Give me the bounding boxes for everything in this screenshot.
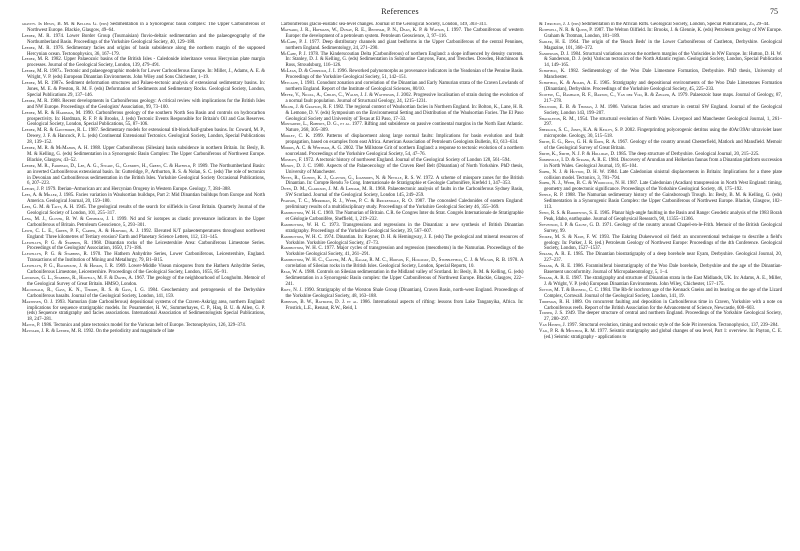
reference-text: Fingerprinting polyorogenic detritus using the 40Ar/39Ar ultraviolet laser microprobe. Geology, 30, 515–518. (544, 128, 782, 140)
reference-entry (539, 181, 782, 193)
reference-entry (539, 116, 782, 129)
reference-text: The deep structure of Derbyshire. Geological Journal, 20, 215–225. (628, 151, 760, 157)
reference-text: On concurrent faulting and deposition in Carboniferous time in Craven, Yorkshire with a note on Carboniferous reefs. Report of the British Association for the Advancement of Science, Newcastle, 600–603. (544, 299, 782, 311)
reference-text: The regional context of Waulsortian facies in Northern England. In: Bolton, K., Lane, H. R. & Lemone, D. V. (eds) Symposium on the Environmental Setting and Distribution of the Waulsortian Facies. The El Paso Geological Society and University of Texas at El Paso, 17–33. (285, 104, 524, 122)
reference-authors: Smith, E. G., Rhys, G. H. & Eden, R. A. 1967. (539, 140, 630, 146)
reference-authors: Maynard, J. R., Hofmann, W., Dunay, R. E., Bentham, P. N., Dean, K. P. & Watson, I. 1997. (280, 27, 464, 33)
reference-entry (539, 211, 782, 223)
reference-entry (280, 175, 524, 188)
reference-authors: McLean, D. & Chisholm, J. I. 1996. (280, 69, 350, 75)
reference-text: The Northumberland Basin: an inverted Carboniferous extensional basin. In: Gutteridge, P., Arthurton, R. S. & Nolan, S. C. (eds) The role of tectonics in Devonian and Carboniferous sedimentation in the British Isles. Yorkshire Geological Society Occasional Publications, 6, 207–223. (27, 163, 265, 187)
reference-text: Sedimentary models for extensional tilt-block/half-graben basins. In: Coward, M. P., Dewey, J. F. & Hancock, P. L. (eds) Continental Extensional Tectonics. Geological Society, London, Special Publications 28, 139–152. (27, 128, 265, 146)
reference-entry (280, 92, 524, 105)
reference-text: Lower Border Group (Tournaisian) fluvio-deltaic sedimentation and the palaeogeography of the Northumberland Basin. Proceedings of the Yorkshire Geological Society, 40, 129–180. (27, 33, 265, 45)
reference-text: Geology of the country around Chapel-en-le-Frith. Memoir of the British Geological Survey, 99. (544, 222, 782, 234)
page-number: 75 (770, 7, 778, 16)
reference-entry (22, 329, 265, 335)
reference-entry (539, 39, 782, 52)
reference-text: Geology of the country around Chesterfield, Matlock and Mansfield. Memoir of the Geological Survey of Great Britain. (544, 140, 782, 152)
reference-text: Variscan facies and structure in central SW England. Journal of the Geological Society, London 143, 199–207. (544, 104, 782, 116)
reference-text: Sediment deformation structures and Palaeo-tectonic analysis of extensional sedimentary basins. In: Jones, M. E. & Preston, R. M. F. (eds) Deformation of Sediments and Sedimentary Rocks. Geological Society, London, Special Publications 29, 137–146. (27, 81, 265, 98)
reference-entry (539, 311, 782, 323)
reference-authors: Leeder, M. R. 1982. (22, 57, 64, 63)
reference-authors: & Tiercelin, J. J. (eds) (539, 22, 582, 27)
reference-authors: Smith, K., Smith, N. J. P. & Holliday, D. 1985. (539, 151, 629, 157)
reference-text: The Welton Oilfield. In: Brooks, J. & Glennie, K. (eds) Petroleum geology of NW Europe. Graham & Trotman, London, 181–189. (544, 27, 782, 39)
reference-entry (22, 240, 265, 253)
reference-text: Reworked palynomorphs as provenance indicators in the Yeadonian of the Pennine Basin. Proceedings of the Yorkshire Geological Society, 51, 142–151. (285, 69, 524, 81)
reference-authors: Lefort, J. P. 1979. (22, 187, 58, 193)
reference-entry (539, 69, 782, 81)
reference-text: The Carboniferous of western Europe: the development of a petroleum system. Petroleum Geoscience, 3, 97–116. (285, 27, 524, 39)
reference-authors: Leeder, M. R., Fairhead, D., Lee, A. G., Stuart, G., Clemmey, H., Green, C. & Hatfield, P. 1989. (22, 163, 211, 169)
reference-entry (539, 51, 782, 70)
reference-authors: Leeder, M. R. & Gawthorpe, R. L. 1987. (22, 128, 101, 134)
reference-authors: Metcalfe, I. 1981. (280, 81, 317, 87)
reference-entry (280, 299, 524, 312)
reference-authors: Moseley, F. 1972. (280, 157, 316, 163)
reference-entry (280, 146, 524, 158)
reference-text: Tectonic and palaeogeographic models for Lower Carboniferous Europe. In: Miller, J., Adams, A. E. & Wright, V. P. (eds) European Dinantian Environments. John Wiley and Sons Chichester, 1–19. (27, 69, 265, 81)
reference-text: A correlation of Silesian rocks in the British Isles. Geological Society, London, Special Reports, 10. (285, 258, 524, 270)
reference-entry (22, 228, 265, 241)
reference-entry (539, 81, 782, 93)
reference-text: Late Caledonian sinistral displacements in Britain: Implications for a three plate collision model. Tectonics, 3, 781–794. (544, 169, 782, 181)
reference-text: Dinantian. In: Rayner, D. H. & Hemingway, J. E. (eds) The geological and mineral resources of Yorkshire. Yorkshire Geological Society, 47–73. (285, 234, 524, 246)
reference-authors: Robinson, B. W., Raymond, D. J. et al. 1986. (280, 299, 374, 305)
reference-column-left (22, 22, 265, 546)
reference-authors: Shackleton, R. M., 1954. (539, 116, 591, 122)
reference-text: Tectonics and plate tectonics model for the Variscan belt of Europe. Tectonophysics, 126, 329–374. (53, 323, 247, 329)
reference-text: Foraminiferal biostratigraphy of the Woo Dale borehole, Derbyshire and the age of the Dinantian-Basement unconformity. Journal of Micropalaeontology, 5, 1–4. (544, 264, 782, 276)
reference-authors: Tiddeman, R. H. 1889. (539, 299, 585, 305)
reference-entry (22, 57, 265, 69)
reference-authors: Leeder, M. R. 1974. (22, 33, 67, 39)
reference-authors: Lees, A. & Miller, J. 1985. (22, 193, 76, 199)
reference-text: The Eakring Dukeswood oil field: an unconventional technique to describe a field's geology. In: Parker, J. R. (ed.) Petroleum Geology of Northwest Europe: Proceedings of the 4th Conference. Geological Society, London, 1527–1537. (544, 234, 782, 252)
reference-authors: Macdonald, R., Gass, K. N., Thorpe, R. S. & Gass, I. G. 1984. (22, 287, 162, 293)
reference-entry (280, 234, 524, 247)
reference-entry (280, 39, 524, 52)
reference-text: Sedimentary facies and origins of basin subsidence along the northern margin of the supposed Hercynian ocean. Tectonophysics, 36, 167–179. (27, 45, 265, 57)
reference-text: Stratigraphy and depositional environments of the Woo Dale Limestones Formation (Dinantian), Derbyshire. Proceedings of the Yorkshire Geological Society, 45, 225–233. (544, 81, 782, 92)
reference-authors: Martinsen, O. J. 1993. (22, 299, 68, 305)
reference-authors: Strank, A. R. E. 1985. (539, 252, 587, 258)
reference-text: The concealed Caledonides of eastern England: preliminary results of a multidisciplinary study. Proceedings of the Yorkshire Geological Society 46, 355–369. (285, 199, 524, 211)
reference-text: Sedimentation in a Synorogenic basin complex: The Upper Carboniferous of Northwest Europe. Blackie, Glasgow, 49–64. (27, 22, 265, 33)
reference-authors: Pearson, T. C., Merriman, R. J., Webb, P. C. & Brickendale, R. O. 1987. (280, 199, 428, 205)
reference-entry (539, 157, 782, 170)
reference-text: Namurian (late Carboniferous) depositional systems of the Craven-Askrigg area, northern England: implications for sequence stratigraphic models. In: Posamentier, H. W., Summerhayes, C. P., Haq, B. U. & Allen, G. P. (eds) Sequence stratigraphy and facies associations. International Association of Sedimentologists Special Publications, 18, 247–281. (27, 299, 265, 323)
reference-entry (539, 252, 782, 264)
reference-authors: Ramsbottom, W. H. C. 1973. (280, 222, 343, 228)
reference-entry (539, 329, 782, 341)
references-body (22, 22, 782, 546)
reference-entry (539, 299, 782, 312)
reference-text: The Namurian of Britain. C.R. 6e Congres Inter du Strat. Congrès Internationale de Stratigraphie et Géologie Carbonifère, Sheffield, 1, 219–232. (285, 211, 524, 222)
reference-authors: Stein, R. S. & Barrientos, S. E. 1985. (539, 211, 612, 216)
reference-authors: Miller, J. & Grayson, R. F. 1982. (280, 104, 346, 110)
reference-authors: Strank, A. R. E. 1987. (539, 275, 584, 281)
reference-authors: Llewellyn, P. G., Backhouse, J. & Hoskin, I. R. 1969. (22, 264, 129, 270)
reference-text: Deep distributary channels and giant bedforms in the Upper Carboniferous of the central Pennines, northern England. Sedimentology, 24, 271–290. (285, 39, 524, 51)
reference-text: The Kinderscoutian Delta (Carboniferous) of northern England: a slope influenced by density currents. In: Stanley, D. J. & Kelling, G. (eds) Sedimentation in Submarine Canyons, Fans, and Trenches. Dowden, Hutchinson & Ross, Stroudsburg, 116–126. (285, 51, 524, 69)
reference-authors: Leeder, M. R. & McMahon, A. H. 1988. (22, 146, 103, 152)
reference-text: Recent developments in Carboniferous geology: A critical review with implications for the British Isles and NW Europe. Proceedings of the Geologists' Association, 99, 73–100. (27, 98, 265, 110)
reference-text: Structural evolution, timing and tectonic style of the Sole Pit inversion. Tectonophysics, 137, 239–284. (579, 323, 779, 329)
reference-text: The Hathern Anhydrite Series, Lower Carboniferous, Leicestershire, England. Transactions of the Institution of Mining and Metallurgy, 79, B1–B15. (27, 252, 265, 264)
reference-entry (539, 287, 782, 300)
reference-authors: Van Hinsen, J. 1997. (539, 323, 580, 329)
reference-text: Sedimentation in the African Rifts. Geological Society, London, Special Publications, 25, 29–44. (581, 22, 770, 27)
reference-authors: Mundy, D. J. C. 1980. (280, 163, 327, 169)
reference-text: Upper Palaeozoic basins of the British Isles - Caledonide inheritance versus Hercynian plate margin processes. Journal of the Geological Society, London, 139, 479–491. (27, 57, 265, 69)
reference-text: On the periodicity and magnitude of late (95, 329, 175, 335)
reference-text: The Namurian sedimentary history of the Gainsborough Trough. In: Besly, B. M. & Kelling, G. (eds) Sedimentation in a Synorogenic Basin Complex: the Upper Carboniferous of Northwest Europe. Blackie, Glasgow, 102–113. (544, 193, 782, 211)
reference-text: The geology of the neighbourhood of Longholm. Memoir of the Geological Survey of Great Britain. HMSO, London. (27, 275, 265, 287)
reference-entry (280, 211, 524, 223)
reference-entry (22, 69, 265, 81)
reference-text: International aspects of rifting: lessons from Lake Tanganyika, Africa. In: Frostick, L.E., Renaut, R.W., Reid, I. (285, 299, 524, 311)
reference-authors: Mattis, P. 1986. (22, 323, 54, 329)
reference-text: Sedimentology of the Woo Dale Limestone Formation, Derbyshire. PhD thesis, University of Manchester. (544, 69, 782, 81)
reference-column-middle (281, 22, 524, 546)
reference-text: Upper Carboniferous (Silesian) basin subsidence in northern Britain. In: Besly, B. M. & Kelling, G. (eds) Sedimentation in a Synorogenic Basin Complex: The Upper Carboniferous of Northwest Europe. Blackie, Glasgow, 43–52. (27, 146, 265, 163)
reference-entry (22, 264, 265, 276)
reference-text: The Millstone Grit of northern England: a response to tectonic evolution of a northern sourceland. Proceedings of the Yorkshire Geological Society, 54, 47–76. (285, 146, 524, 157)
reference-authors: Read, W. A. 1988. (280, 270, 317, 276)
reference-entry (280, 199, 524, 211)
reference-authors: Strank, A. R. E. 1986. (539, 264, 586, 270)
reference-entry (22, 287, 265, 300)
reference-authors: Sellwood, E. B. & Thomas, J. M. 1986. (539, 104, 621, 110)
reference-authors: Leeder, M. R. 1987b. (22, 81, 66, 87)
reference-authors: gravıty. In Besly, B. M. & Kelling G. (eds) (22, 22, 111, 27)
reference-authors: Lewis, C. L. E., Green, P. F., Carter, A. & Hurford, A. J. 1992. (22, 228, 155, 234)
reference-text: The Dinantian biostratigraphy of a deep borehole near Eyam, Derbyshire. Geological Journal, 20, 227–237. (544, 252, 782, 264)
reference-entry (22, 299, 265, 324)
reference-entry (22, 252, 265, 264)
reference-text: Progressive localisation of strain during the evolution of a normal fault population. Journal of Structural Geology, 24, 1215–1231. (285, 92, 524, 104)
running-title: References (381, 7, 419, 16)
reference-authors: Maynard, J. R. & Leeder, M. R. 1992. (22, 329, 96, 335)
reference-entry (280, 81, 524, 93)
reference-authors: Leeder, M. R. & Hardman, M. 1990. (22, 110, 96, 116)
reference-authors: Riley, N. J. 1990. (280, 287, 317, 293)
reference-text: Late Caledonian (Acadian) transpression in North West England: timing, geometry and geotectonic significance. Proceedings of the Yorkshire Geological Society, 46, 175–192. (544, 181, 782, 193)
reference-entry (280, 270, 524, 288)
reference-authors: Steele, R. P. 1988. (539, 193, 578, 199)
reference-authors: McCabe, P. J. 1978. (280, 51, 321, 57)
reference-text: Iberian–Armorican arc and Hercynian Orogeny in Western Europe. Geology, 7, 384–388. (57, 187, 231, 193)
reference-authors: Turner, J. S. 1949. (539, 311, 578, 317)
reference-text: Geochemistry and petrogenesis of the Derbyshire Carboniferous basalts. Journal of the Geological Society, London, 141, 159. (27, 287, 265, 299)
reference-text: The deeper structure of central and northern England. Proceedings of the Yorkshire Geological Society, 27, 280–297. (544, 311, 782, 323)
reference-entry (539, 128, 782, 140)
reference-authors: Leeder, M. R. 1987a. (22, 69, 65, 75)
reference-text: Nd and Sr isotopes as clastic provenance indicators in the Upper Carboniferous of Britain. Petroleum Geoscience, 5, 293–301. (27, 216, 265, 228)
reference-authors: Llewellyn, P. G. & Stabbins, R. 1970. (22, 252, 105, 258)
reference-authors: Stoker, M. S. & Nash, F. W. 1993. (539, 234, 613, 240)
reference-entry (280, 187, 524, 199)
reference-text: Aspects of the Palaeoecology of the Craven Reef Belt (Dinantian) of North Yorkshire. PhD thesis, University of Manchester. (285, 163, 524, 175)
reference-entry (22, 146, 265, 164)
reference-authors: Montadert, L., Roberts, D. G., et al. 1977. (280, 122, 365, 128)
reference-authors: Llewellyn, P. G. & Stabbins, R. 1968. (22, 240, 105, 246)
reference-text: Carboniferous geology of the southern North Sea Basin and controls on hydrocarbon prospectivity. In: Hardman, R. F. P. & Brooks, J. (eds) Tectonic Events Responsible for Britain's Oil and Gas Reserves. Geological Society, London, Special Publications, 55, 87–106. (27, 110, 265, 128)
reference-text: Major cycles of transgression and regression (mesothems) in the Namurian. Proceedings of the Yorkshire Geological Society, 41, 261–291. (285, 246, 524, 258)
reference-entry (539, 27, 782, 40)
reference-text: Transgressions and regressions in the Dinantian: a new synthesis of British Dinantian stratigraphy. Proceedings of the Yorkshire Geological Society, 39, 567–607. (285, 222, 524, 234)
reference-text: Rifting and subsidence on passive continental margins in the North East Atlantic. Nature, 268, 305–309. (285, 122, 524, 134)
reference-text: Conodont zonation and correlation of the Dinantian and Early Namurian strata of the Craven Lowlands of northern England. Report of the Institute of Geological Sciences, 80/10. (285, 81, 524, 92)
reference-text: The structural evolution of North Wales. Liverpool and Manchester Geological Journal, 1, 261–297. (544, 116, 782, 128)
reference-authors: Meyer, V., Nicoll, A., Childs, C., Walsh, J. J. & Watterson, J. 2002. (280, 92, 414, 98)
reference-authors: Neves, R., Gueinn, K. J., Clayton, G., Ioannides, N. & Neville, R. S. W. 1972. (280, 175, 436, 181)
reference-text: Carboniferous glacio-eustatic sea-level changes. Journal of the Geological Society, London, 149, 303–311. (280, 22, 488, 27)
reference-text: Discovery of Arundian and Holkerian faunas from a Dinantian platform succession in North Wales. Geological Journal, 19, 85–104. (544, 157, 782, 169)
reference-entry (280, 222, 524, 235)
reference-authors: Leeder, M. R. 1988. (22, 98, 63, 104)
reference-text: The stratigraphy and structure of Dinantian strata in the East Midlands, UK. In: Adams, A. E., Miller, J. & Wright, V. P. (eds) European Dinantian Environments. John Wiley, Chichester, 157–175. (544, 275, 782, 287)
reference-authors: Schofield, K. & Adams, A. E. 1985. (539, 81, 613, 87)
reference-authors: Vail, P. R. & Mitchum, R. M. 1977. (539, 329, 610, 335)
reference-entry (539, 193, 782, 211)
reference-authors: Stevenson, I. P. & Gaunt, G. D. 1971. (539, 222, 615, 228)
reference-entry (280, 163, 524, 176)
reference-entry (539, 92, 782, 105)
reference-authors: Leeder, M. R. 1976. (22, 45, 67, 51)
reference-entry (539, 140, 782, 152)
reference-text: Dinantian rocks of the Leicestershire Area: Carboniferous Limestone Series. Proceedings of the Geologists' Association, 1650, 171–186. (27, 240, 265, 252)
reference-authors: Morley, C. K. 1999. (280, 134, 327, 140)
reference-text: Facies variation in Waulsortian buildups, Part 2: Mid Dinantian buildups from Europe and North America. Geological Journal, 20, 159–180. (27, 193, 265, 205)
reference-authors: Sadler, H. E. 1964. (539, 39, 582, 45)
reference-text: Controls on Silesian sedimentation in the Midland valley of Scotland. In: Besly, B. M. & Kelling, G. (eds) Sedimentation in a Synorogenic Basin complex: the Upper Carboniferous of Northwest Europe. Blackie, Glasgow, 222–241. (285, 270, 524, 287)
reference-text: Seismic stratigraphy and global changes of sea level, Part 1: overview. In: Payton, C. E. (ed.) Seismic stratigraphy - applications to (544, 329, 782, 341)
reference-authors: Leng, M. J., Glover, B. W. & Chisholm, J. I. 1999. (22, 216, 130, 222)
reference-authors: Ramsbottom, W. H. C., Calver, M. A., Eagar, R. M. C., Hodson, F., Holliday, D., Stubblefield, C. J. & Wilson, R. B. 1978. (280, 258, 520, 264)
reference-authors: Lees, G. M. & Taitt, A. H. 1945. (22, 205, 89, 211)
reference-entry (22, 22, 265, 34)
reference-entry (22, 98, 265, 111)
reference-text: Patterns of displacement along large normal faults: Implications for basin evolution and fault propagation, based on examples from east Africa. American Association of Petroleum Geologists Bulletin, 83, 613–634. (285, 134, 524, 146)
reference-entry (280, 27, 524, 40)
reference-entry (280, 69, 524, 81)
reference-entry (22, 110, 265, 129)
reference-text: Structural variations across the northern margins of the Variscides in NW Europe. In: Hutton, D. H. W. & Sanderson, D. J. (eds) Variscan tectonics of the North Atlantic region. Geological Society, London, Special Publication 14, 149–165. (544, 51, 782, 69)
reference-entry (539, 104, 782, 117)
reference-authors: Soper, N. J., Webb, B. C. & Woodcock, N. H. 1987. (539, 181, 640, 187)
reference-authors: Sanderson, D. J. 1984. (539, 51, 583, 57)
reference-text: Stratigraphy of the Worston Shale Group (Dinantian), Craven Basin, north-west England. Proceedings of the Yorkshire Geological Society, 48, 163–188. (285, 287, 524, 299)
reference-authors: McCabe, P. J. 1977. (280, 39, 323, 45)
reference-authors: Sutton, M. T. & Bonnell, C. C. 1984. (539, 287, 613, 293)
reference-authors: Scotese, C., Bambach, R. F., Barton, C., Van der Voo, R. & Ziegler, A. 1979. (539, 92, 691, 98)
reference-entry (280, 287, 524, 300)
reference-authors: Schofield, K. 1982. (539, 69, 583, 75)
reference-entry (539, 234, 782, 253)
reference-entry (22, 275, 265, 288)
reference-text: Palaeozoic base maps. Journal of Geology, 87, 217–278. (544, 92, 782, 104)
reference-authors: Somerville, I. D. & Strank, A. R. E. 1984. (539, 157, 621, 163)
reference-column-right (539, 22, 782, 546)
reference-authors: Morris, A. C. & Whitham, A. G. 2002. (280, 146, 356, 152)
reference-entry (22, 216, 265, 229)
reference-entry (280, 51, 524, 70)
reference-authors: Rothwell, N. R. & Quinn, P. 1987. (539, 27, 606, 33)
reference-authors: Ramsbottom, W. H. C. 1977. (280, 246, 337, 252)
reference-entry (539, 169, 782, 182)
reference-entry (22, 193, 265, 205)
reference-text: A scheme of miospore zones for the British Dinantian. In: Compte Rendu 7e Cong. Internationale de Stratigraphie et Geologie Carbonifère, Krefeld 1, 347–353. (285, 175, 524, 187)
reference-entry (280, 104, 524, 123)
reference-authors: Soper, N. J. & Hutton, D. H. W. 1984. (539, 169, 620, 175)
reference-text: Elevated K/T palaeotemperatures throughout northwest England: Three kilometres of Tertiary erosion? Earth and Planetary Science Letters, 112, 131–145. (27, 228, 265, 240)
reference-text: A tectonic history of northwest England. Journal of the Geological Society of London 128, 561–594. (315, 157, 511, 163)
reference-entry (280, 134, 524, 146)
reference-text: Lower-Middle Visean miospores from the Hathern Anhydrite Series, Carboniferous Limestone, Leicestershire. Proceedings of the Geological Society, London, 1655, 85–91. (27, 264, 265, 276)
reference-entry (539, 222, 782, 235)
reference-entry (22, 163, 265, 188)
reference-entry (22, 81, 265, 99)
reference-authors: Owen, D. M., Clarkson, J. M. & Leedam, M. R. 1968. (280, 187, 388, 193)
reference-entry (280, 258, 524, 270)
reference-text: The geological results of the search for oilfields in Great Britain. Quarterly Journal of the Geological Society of London, 101, 255–317. (27, 205, 265, 216)
reference-authors: Ramsbottom, W. H. C. 1974. (280, 234, 337, 240)
reference-entry (22, 33, 265, 46)
reference-entry (280, 246, 524, 258)
reference-entry (539, 264, 782, 276)
reference-authors: Ramsbottom, W. H. C. 1969. (280, 211, 336, 216)
page-header (0, 7, 800, 19)
reference-authors: Lowrison, G. L., Stabbins, R., Howells, M. F. & Davies, A. 1967. (22, 275, 147, 281)
reference-authors: Sherlock, S. C., Jones, K.A. & Kelley, S. P. 2002. (539, 128, 638, 134)
reference-text: The Rb-Sr isochron age of the Kennack Gneiss and its bearing on the age of the Lizard Complex, Cornwall. Journal of the Geological Society, London, 141, 19. (544, 287, 782, 299)
reference-entry (22, 205, 265, 217)
reference-entry (280, 122, 524, 134)
reference-text: Palaeotectonic analysis of faults in the Carboniferous Sydney Basin, SW Scotland. Journal of the Geological Society, London 145, 249–259. (285, 187, 524, 199)
reference-entry (22, 45, 265, 58)
reference-text: Planar high-angle faulting in the Basin and Range: Geodetic analysis of the 1983 Borah Peak, Idaho, earthquake. Journal of Geophysical Research, 90, 11355–11366. (544, 211, 782, 222)
reference-entry (539, 275, 782, 288)
reference-text: The origin of the 'Beach Beds' in the Lower Carboniferous of Castleton, Derbyshire. Geological Magazine, 101, 360–372. (544, 39, 782, 51)
reference-entry (22, 128, 265, 146)
